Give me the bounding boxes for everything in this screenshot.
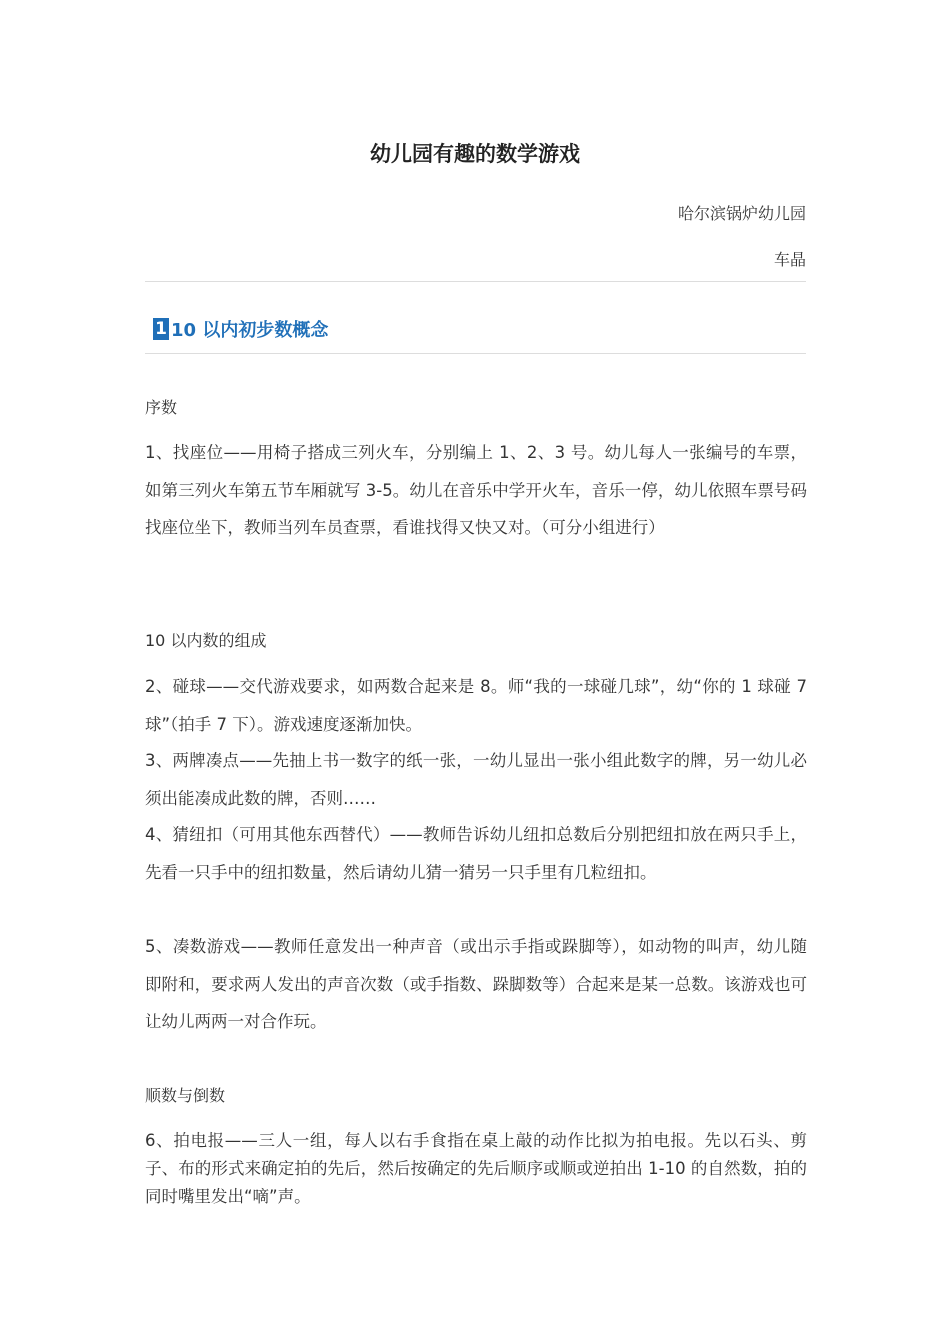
paragraph-two-cards: 3、两牌凑点——先抽上书一数字的纸一张，一幼儿显出一张小组此数字的牌，另一幼儿必须出能凑成此数的牌，否则…… (145, 751, 807, 808)
divider-top (145, 281, 806, 282)
divider-section (145, 353, 806, 354)
section-heading-text: 10 以内初步数概念 (171, 320, 329, 341)
school-name: 哈尔滨锅炉幼儿园 (677, 204, 806, 223)
paragraph-touch-ball: 2、碰球——交代游戏要求，如两数合起来是 8。师“我的一球碰几球”，幼“你的 1 球碰 7 球”（拍手 7 下）。游戏速度逐渐加快。 (145, 677, 807, 734)
paragraph-guess-buttons: 4、猜纽扣（可用其他东西替代）——教师告诉幼儿纽扣总数后分别把纽扣放在两只手上，先看一只手中的纽扣数量，然后请幼儿猜一猜另一只手里有几粒纽扣。 (145, 825, 807, 882)
subhead-counting: 顺数与倒数 (145, 1086, 226, 1105)
section-number-badge: 1 (153, 318, 169, 340)
paragraph-telegraph: 6、拍电报——三人一组，每人以右手食指在桌上敲的动作比拟为拍电报。先以石头、剪子、布的形式来确定拍的先后，然后按确定的先后顺序或顺或逆拍出 1-10 的自然数，拍的同时嘴里发出“嘀”声。 (145, 1131, 807, 1206)
document-title: 幼儿园有趣的数学游戏 (370, 142, 580, 166)
section-heading (153, 317, 328, 341)
paragraph-find-seat: 1、找座位——用椅子搭成三列火车，分别编上 1、2、3 号。幼儿每人一张编号的车票，如第三列火车第五节车厢就写 3-5。幼儿在音乐中学开火车，音乐一停，幼儿依照车票号码找座位坐下，教师当列车员查票，看谁找得又快又对。（可分小组进行） (145, 443, 807, 537)
subhead-composition: 10 以内数的组成 (145, 631, 267, 650)
author-name: 车晶 (773, 250, 806, 269)
subhead-ordinal: 序数 (145, 398, 178, 417)
paragraph-make-number: 5、凑数游戏——教师任意发出一种声音（或出示手指或跺脚等），如动物的叫声，幼儿随即附和，要求两人发出的声音次数（或手指数、跺脚数等）合起来是某一总数。该游戏也可让幼儿两两一对合作玩。 (145, 937, 807, 1031)
